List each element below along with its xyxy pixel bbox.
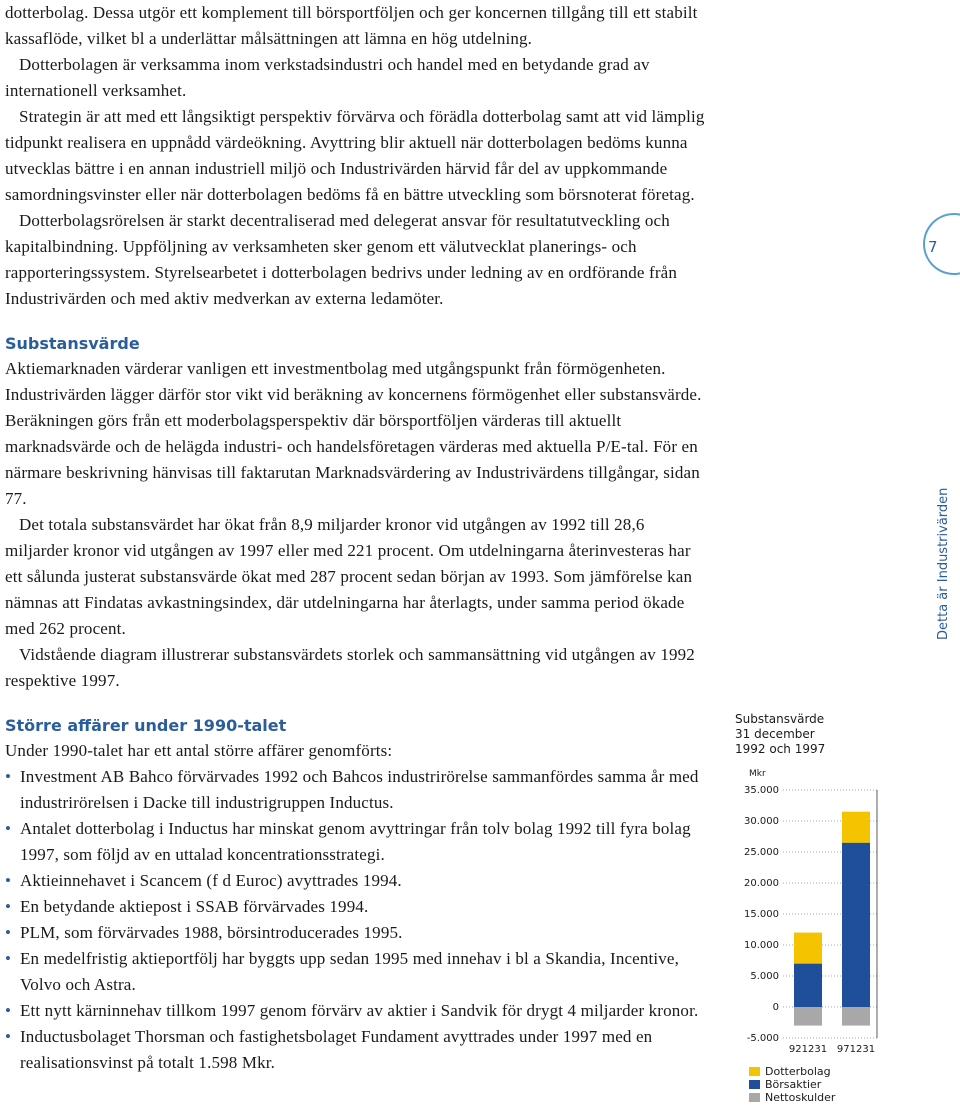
bullet-icon: • bbox=[5, 1027, 12, 1046]
paragraph-decentraliserad: Dotterbolagsrörelsen är starkt decentraliserad med delegerat ansvar för resultatutveckling och kapitalbindning. Uppföljning av verksamheten sker genom ett välutvecklat planerings- och rapporteringssystem. Styrelsearbetet i dotterbolagen bedrivs under ledning av en ordförande från Industrivärden och med aktiv medverkan av externa ledamöter. bbox=[5, 211, 677, 308]
paragraph-substans-2: Det totala substansvärdet har ökat från 8,9 miljarder kronor vid utgången av 1992 till 28,6 miljarder kronor vid utgången av 1997 eller med 221 procent. Om utdelningarna återinvesteras har ett sålunda justerat substansvärde ökat med 287 procent sedan början av 1993. Som jämförelse kan nämnas att Findatas avkastningsindex, där utdelningarna har återlagts, under samma period ökade med 262 procent. bbox=[5, 515, 693, 638]
affarer-bullet-list bbox=[5, 764, 705, 1076]
y-tick-label: 20.000 bbox=[744, 878, 779, 889]
bar-börsaktier-971231 bbox=[842, 843, 870, 1007]
list-item: • En medelfristig aktieportfölj har byggts upp sedan 1995 med innehav i bl a Skandia, Incentive, Volvo och Astra. bbox=[5, 946, 705, 998]
bar-börsaktier-921231 bbox=[794, 964, 822, 1007]
list-item: • En betydande aktiepost i SSAB förvärvades 1994. bbox=[5, 894, 705, 920]
bar-nettoskulder-971231 bbox=[842, 1007, 870, 1026]
bullet-icon: • bbox=[5, 1001, 12, 1020]
list-item: • Ett nytt kärninnehav tillkom 1997 genom förvärv av aktier i Sandvik för drygt 4 miljarder kronor. bbox=[5, 998, 705, 1024]
paragraph-intro: dotterbolag. Dessa utgör ett komplement till börsportföljen och ger koncernen tillgång till ett stabilt kassaflöde, vilket bl a underlättar målsättningen att lämna en hög utdelning. bbox=[5, 3, 698, 48]
y-tick-label: 0 bbox=[772, 1002, 779, 1013]
paragraph-dotterbolag-verksamma: Dotterbolagen är verksamma inom verkstadsindustri och handel med en betydande grad av internationell verksamhet. bbox=[5, 55, 650, 100]
legend-item-nettoskulder bbox=[749, 1091, 835, 1104]
list-item: • Antalet dotterbolag i Inductus har minskat genom avyttringar från tolv bolag 1992 till fyra bolag 1997, som följd av en uttalad koncentrationsstrategi. bbox=[5, 816, 705, 868]
bullet-icon: • bbox=[5, 897, 12, 916]
legend-label: Nettoskulder bbox=[765, 1091, 836, 1104]
legend-swatch bbox=[749, 1093, 760, 1102]
y-tick-label: 35.000 bbox=[744, 785, 779, 796]
chart-plot bbox=[735, 764, 960, 1064]
x-tick-label: 921231 bbox=[788, 1044, 828, 1055]
chart-title bbox=[735, 712, 960, 757]
legend-item-dotterbolag bbox=[749, 1065, 835, 1078]
y-tick-label: 25.000 bbox=[744, 847, 779, 858]
main-text-column bbox=[5, 0, 705, 1076]
x-tick-label: 971231 bbox=[836, 1044, 876, 1055]
y-tick-label: 10.000 bbox=[744, 940, 779, 951]
legend-item-börsaktier bbox=[749, 1078, 835, 1091]
chart-title-line-2: 31 december bbox=[735, 727, 815, 741]
paragraph-substans-1: Aktiemarknaden värderar vanligen ett investmentbolag med utgångspunkt från förmögenheten. Industrivärden lägger därför stor vikt vid beräkning av koncernens förmögenhet eller substansvärde. Beräkningen görs från ett moderbolagsperspektiv där börsportföljen värderas till aktuellt marknadsvärde och de helägda industri- och handelsföretagen värderas med aktuella P/E-tal. För en närmare beskrivning hänvisas till faktarutan Marknadsvärdering av Industrivärdens tillgångar, sidan 77. bbox=[5, 359, 702, 508]
bullet-icon: • bbox=[5, 923, 12, 942]
y-tick-label: 15.000 bbox=[744, 909, 779, 920]
legend-swatch bbox=[749, 1080, 760, 1089]
chart-title-line-3: 1992 och 1997 bbox=[735, 742, 826, 756]
section-side-label: Detta är Industrivärden bbox=[936, 487, 951, 640]
bullet-icon: • bbox=[5, 949, 12, 968]
list-item: • Aktieinnehavet i Scancem (f d Euroc) avyttrades 1994. bbox=[5, 868, 705, 894]
legend-swatch bbox=[749, 1067, 760, 1076]
side-section-tab bbox=[905, 205, 960, 640]
list-item: • Inductusbolaget Thorsman och fastighetsbolaget Fundament avyttrades under 1997 med en realisationsvinst på totalt 1.598 Mkr. bbox=[5, 1024, 705, 1076]
bar-nettoskulder-921231 bbox=[794, 1007, 822, 1026]
legend-label: Dotterbolag bbox=[765, 1065, 831, 1078]
bullet-icon: • bbox=[5, 767, 12, 786]
bullet-icon: • bbox=[5, 819, 12, 838]
substansvarde-chart bbox=[735, 712, 960, 1112]
y-tick-label: -5.000 bbox=[746, 1033, 779, 1044]
bullet-icon: • bbox=[5, 871, 12, 890]
bar-dotterbolag-921231 bbox=[794, 933, 822, 964]
page-number: 7 bbox=[928, 238, 938, 256]
section-heading-substansvarde: Substansvärde bbox=[5, 334, 140, 353]
section-heading-storre-affarer: Större affärer under 1990-talet bbox=[5, 716, 287, 735]
y-axis-label: Mkr bbox=[749, 769, 766, 779]
paragraph-strategi: Strategin är att med ett långsiktigt perspektiv förvärva och förädla dotterbolag samt att vid lämplig tidpunkt realisera en uppnådd värdeökning. Avyttring blir aktuell när dotterbolagen bedöms kunna utvecklas bättre i en annan industriell miljö och Industrivärden härvid får del av uppkommande samordningsvinster eller när dotterbolagen bedöms få en bättre utveckling som börsnoterat företag. bbox=[5, 107, 705, 204]
chart-title-line-1: Substansvärde bbox=[735, 712, 825, 726]
y-tick-label: 30.000 bbox=[744, 816, 779, 827]
list-item: • PLM, som förvärvades 1988, börsintroducerades 1995. bbox=[5, 920, 705, 946]
y-tick-label: 5.000 bbox=[750, 971, 779, 982]
chart-legend bbox=[749, 1065, 835, 1104]
legend-label: Börsaktier bbox=[765, 1078, 822, 1091]
paragraph-affarer-intro: Under 1990-talet har ett antal större affärer genomförts: bbox=[5, 741, 393, 760]
list-item: • Investment AB Bahco förvärvades 1992 och Bahcos industrirörelse sammanfördes samma år med industrirörelsen i Dacke till industrigruppen Inductus. bbox=[5, 764, 705, 816]
paragraph-substans-3: Vidstående diagram illustrerar substansvärdets storlek och sammansättning vid utgången av 1992 respektive 1997. bbox=[5, 645, 695, 690]
bar-dotterbolag-971231 bbox=[842, 812, 870, 843]
